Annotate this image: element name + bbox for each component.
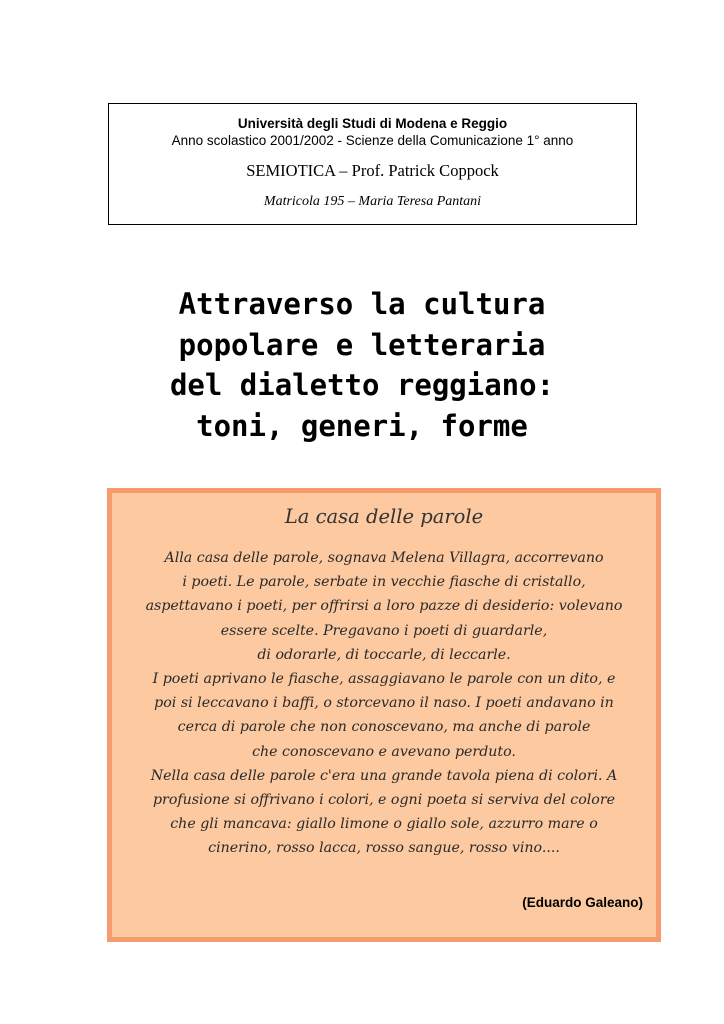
- title-line: Attraverso la cultura: [178, 287, 546, 321]
- poem-line: aspettavano i poeti, per offrirsi a loro pazze di desiderio: volevano: [145, 598, 623, 615]
- course-title: SEMIOTICA – Prof. Patrick Coppock: [246, 161, 499, 180]
- title-line: toni, generi, forme: [196, 408, 528, 443]
- poem-text: [112, 546, 656, 861]
- poem-line: che gli mancava: giallo limone o giallo sole, azzurro mare o: [170, 816, 598, 833]
- poem-line: cerca di parole che non conoscevano, ma anche di parole: [177, 719, 591, 736]
- poem-line: profusione si offrivano i colori, e ogni poeta si serviva del colore: [152, 792, 616, 809]
- poem-line: Alla casa delle parole, sognava Melena Villagra, accorrevano: [164, 550, 604, 566]
- poem-line: i poeti. Le parole, serbate in vecchie fiasche di cristallo,: [182, 574, 586, 591]
- document-title: [60, 284, 664, 446]
- title-line: popolare e letteraria: [178, 327, 546, 362]
- poem-line: essere scelte. Pregavano i poeti di guardarle,: [220, 622, 548, 639]
- academic-year: Anno scolastico 2001/2002 - Scienze della Comunicazione 1° anno: [171, 133, 574, 148]
- poem-line: Nella casa delle parole c'era una grande tavola piena di colori. A: [150, 767, 618, 784]
- poem-line: poi si leccavano i baffi, o storcevano il naso. I poeti andavano in: [154, 695, 614, 712]
- poem-title: La casa delle parole: [284, 505, 484, 528]
- title-line: del dialetto reggiano:: [169, 368, 555, 402]
- poem-line: di odorarle, di toccarle, di leccarle.: [257, 646, 511, 663]
- poem-line: che conoscevano e avevano perduto.: [252, 743, 516, 760]
- poem-line: I poeti aprivano le fiasche, assaggiavano le parole con un dito, e: [152, 671, 616, 688]
- poem-author: (Eduardo Galeano): [522, 895, 643, 910]
- university-name: Università degli Studi di Modena e Reggio: [237, 116, 508, 131]
- student-info: Matricola 195 – Maria Teresa Pantani: [263, 194, 482, 209]
- poem-line: cinerino, rosso lacca, rosso sangue, rosso vino....: [208, 840, 560, 857]
- poem-box: [107, 488, 661, 942]
- header-box: [108, 103, 637, 225]
